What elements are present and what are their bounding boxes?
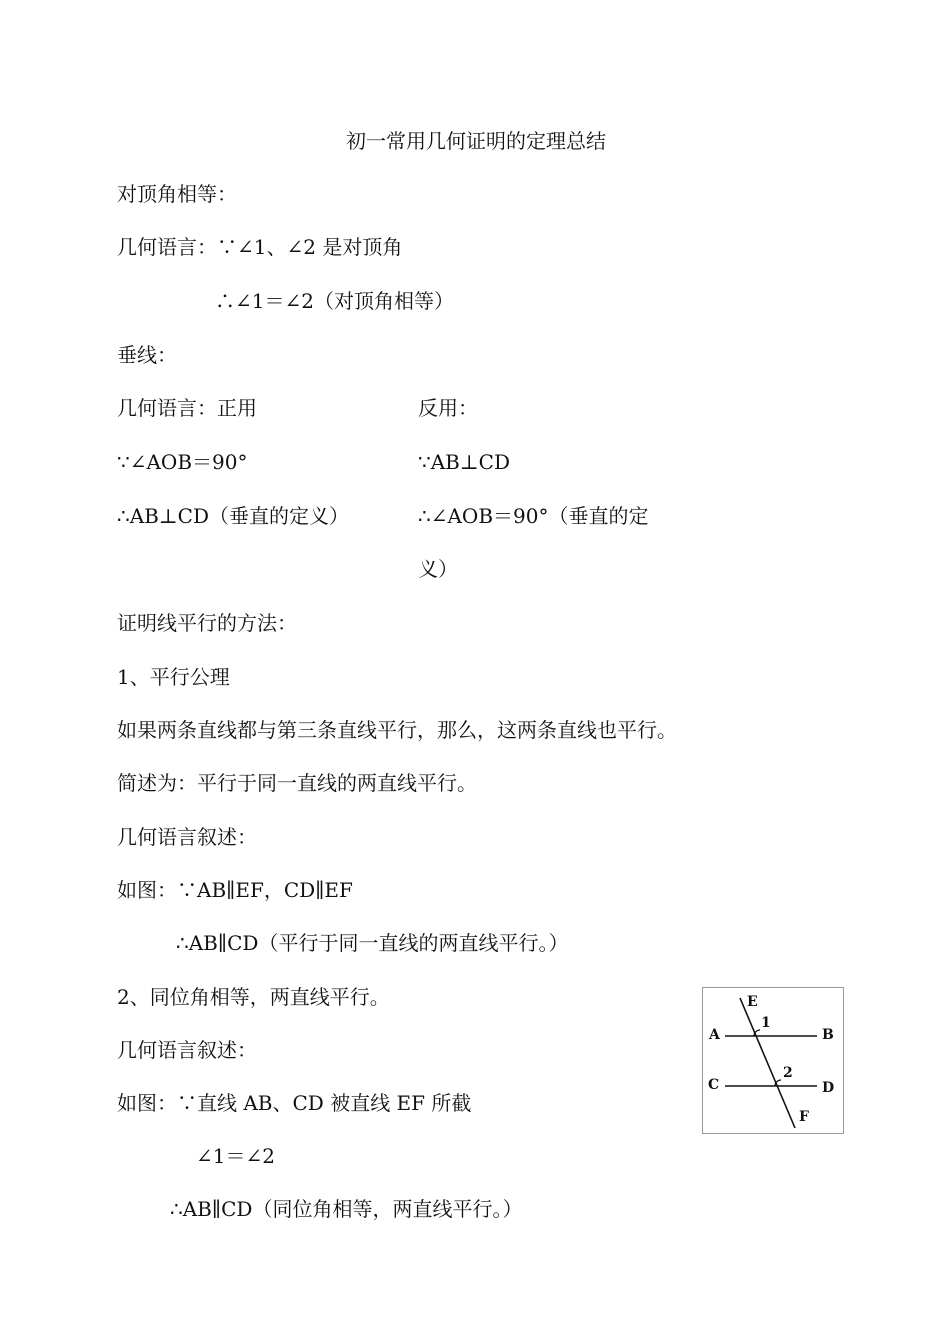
label-angle-1: 1	[761, 1015, 771, 1031]
label-a: A	[709, 1027, 720, 1043]
perpendicular-right-conclusion: ∴∠AOB＝90°（垂直的定	[418, 504, 649, 528]
corresponding-angles-conclusion: ∴AB∥CD（同位角相等，两直线平行。）	[170, 1197, 523, 1221]
corresponding-angles-equality: ∠1＝∠2	[196, 1144, 275, 1168]
parallel-lines-figure	[702, 987, 844, 1134]
label-b: B	[822, 1027, 834, 1043]
label-d: D	[822, 1080, 835, 1096]
perpendicular-heading: 垂线：	[117, 343, 177, 367]
label-e: E	[747, 994, 758, 1010]
label-angle-2: 2	[783, 1065, 793, 1081]
corresponding-angles-premise: 如图：∵直线 AB、CD 被直线 EF 所截	[117, 1091, 472, 1115]
parallel-axiom-brief: 简述为：平行于同一直线的两直线平行。	[117, 771, 477, 795]
parallel-methods-heading: 证明线平行的方法：	[117, 611, 297, 635]
perpendicular-left-label: 几何语言：正用	[117, 396, 257, 420]
label-f: F	[799, 1109, 809, 1125]
parallel-axiom-conclusion: ∴AB∥CD（平行于同一直线的两直线平行。）	[176, 931, 569, 955]
vertical-angles-conclusion: ∴∠1＝∠2（对顶角相等）	[215, 289, 454, 313]
parallel-axiom-title: 1、平行公理	[117, 665, 230, 689]
perpendicular-right-conclusion-cont: 义）	[418, 557, 458, 581]
corresponding-angles-geo-heading: 几何语言叙述：	[117, 1038, 257, 1062]
parallel-axiom-text: 如果两条直线都与第三条直线平行，那么，这两条直线也平行。	[117, 718, 677, 742]
perpendicular-left-premise: ∵∠AOB＝90°	[117, 450, 248, 474]
perpendicular-right-premise: ∵AB⊥CD	[418, 450, 511, 474]
corresponding-angles-title: 2、同位角相等，两直线平行。	[117, 985, 390, 1009]
page-title: 初一常用几何证明的定理总结	[346, 129, 606, 153]
vertical-angles-heading: 对顶角相等：	[117, 182, 237, 206]
label-c: C	[708, 1077, 720, 1093]
parallel-axiom-geo-heading: 几何语言叙述：	[117, 825, 257, 849]
parallel-axiom-premise: 如图：∵AB∥EF，CD∥EF	[117, 878, 353, 902]
parallel-lines-diagram	[703, 988, 843, 1133]
perpendicular-left-conclusion: ∴AB⊥CD（垂直的定义）	[117, 504, 350, 528]
perpendicular-right-label: 反用：	[418, 396, 478, 420]
vertical-angles-geo-line: 几何语言：∵∠1、∠2 是对顶角	[117, 235, 403, 259]
